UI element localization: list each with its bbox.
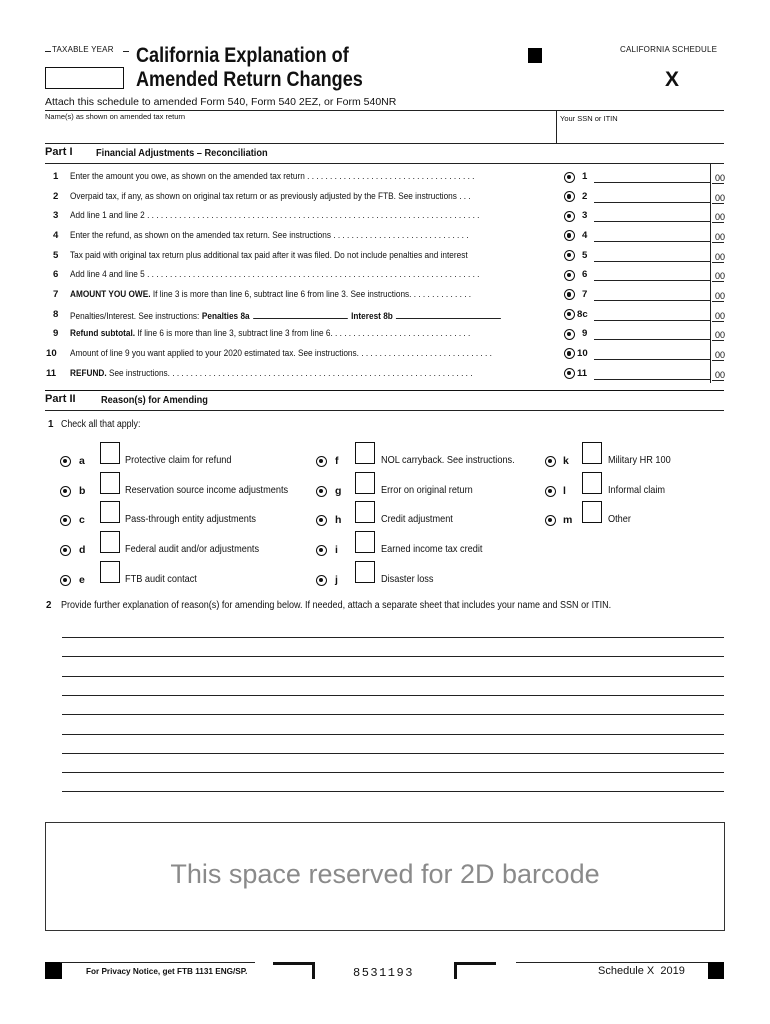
reason-label: Federal audit and/or adjustments xyxy=(125,544,260,555)
bullet-icon xyxy=(60,575,71,586)
amount-field-4[interactable] xyxy=(594,229,710,242)
line-number: 10 xyxy=(46,347,57,359)
names-field[interactable] xyxy=(45,123,553,141)
reason-checkbox-h[interactable] xyxy=(355,501,375,523)
footer-mark-right xyxy=(708,962,724,979)
bullet-icon xyxy=(316,486,327,497)
reason-letter: m xyxy=(563,514,573,526)
reason-letter: a xyxy=(79,455,85,467)
amount-field-7[interactable] xyxy=(594,288,710,301)
bullet-icon xyxy=(316,545,327,556)
bullet-icon xyxy=(545,456,556,467)
ssn-field[interactable] xyxy=(560,125,722,141)
line-number: 4 xyxy=(53,229,59,241)
line-text-body: Enter the refund, as shown on the amended tax return. See instructions . . . . . . . . . . . . . . . . . . . . . . . . . . . . . . xyxy=(70,229,469,241)
line-number: 3 xyxy=(53,210,59,222)
cents-label: 00 xyxy=(714,271,725,282)
reason-label: Disaster loss xyxy=(381,574,434,585)
line-number: 7 xyxy=(53,288,59,300)
schedule-letter: X xyxy=(665,68,680,91)
q1-text: Check all that apply: xyxy=(61,419,141,430)
reason-label: Informal claim xyxy=(608,485,666,496)
line-text xyxy=(70,328,556,339)
reason-checkbox-e[interactable] xyxy=(100,561,120,583)
line-text xyxy=(70,171,556,182)
cents-label: 00 xyxy=(714,212,725,223)
reason-checkbox-f[interactable] xyxy=(355,442,375,464)
bullet-icon xyxy=(564,270,575,281)
cents-label: 00 xyxy=(714,290,725,301)
reason-letter: k xyxy=(563,455,569,467)
bullet-icon xyxy=(564,211,575,222)
line-text-body: Overpaid tax, if any, as shown on original tax return or as previously adjusted by the FTB. See instructions . . . xyxy=(70,190,471,202)
line-box-number: 2 xyxy=(582,190,588,202)
q1-number: 1 xyxy=(48,419,54,430)
bullet-icon xyxy=(316,456,327,467)
bullet-icon xyxy=(564,172,575,183)
reason-letter: l xyxy=(563,485,566,497)
penalties-8a-field[interactable] xyxy=(253,309,348,319)
bullet-icon xyxy=(564,309,575,320)
q2-number: 2 xyxy=(46,600,52,611)
bullet-icon xyxy=(564,191,575,202)
reason-letter: d xyxy=(79,544,86,556)
footer-corner-right xyxy=(454,962,496,979)
line-text-bold: REFUND. xyxy=(70,367,107,379)
amount-field-5[interactable] xyxy=(594,249,710,262)
reason-checkbox-l[interactable] xyxy=(582,472,602,494)
reason-label: Credit adjustment xyxy=(381,514,453,525)
reason-label: Other xyxy=(608,514,631,525)
explanation-line[interactable] xyxy=(62,734,724,735)
cents-label: 00 xyxy=(714,173,725,183)
bullet-icon xyxy=(60,545,71,556)
amount-field-11[interactable] xyxy=(594,367,710,380)
penalties-8a-label: Penalties 8a xyxy=(201,310,250,322)
explanation-line[interactable] xyxy=(62,637,724,638)
reason-checkbox-c[interactable] xyxy=(100,501,120,523)
line-text-body: Tax paid with original tax return plus additional tax paid after it was filed. Do not include penalties and interest xyxy=(70,249,468,261)
reason-label: NOL carryback. See instructions. xyxy=(381,455,515,466)
line-text xyxy=(70,230,556,241)
explanation-line[interactable] xyxy=(62,714,724,715)
reason-label: Earned income tax credit xyxy=(381,544,483,555)
form-title-line2: Amended Return Changes xyxy=(136,68,363,91)
line-text-body: Amount of line 9 you want applied to your 2020 estimated tax. See instructions. . . . . . . . . . . . . . . . . . . . . . . . . . . . . . xyxy=(70,347,492,359)
line-box-number: 6 xyxy=(582,269,588,281)
line-text xyxy=(70,210,556,221)
line-box-number: 10 xyxy=(577,347,588,359)
line-number: 9 xyxy=(53,328,59,340)
line-box-number: 11 xyxy=(577,367,588,379)
reason-letter: e xyxy=(79,574,85,586)
line-text xyxy=(70,309,556,322)
line-text xyxy=(70,191,556,202)
bullet-icon xyxy=(564,348,575,359)
line-box-number: 3 xyxy=(582,210,588,222)
reason-letter: f xyxy=(335,455,339,467)
bullet-icon xyxy=(60,486,71,497)
reason-label: Pass-through entity adjustments xyxy=(125,514,256,525)
footer-corner-left xyxy=(273,962,315,979)
line-text-bold: AMOUNT YOU OWE. xyxy=(70,288,151,300)
reason-letter: c xyxy=(79,514,85,526)
registration-mark xyxy=(528,48,542,63)
schedule-footer: Schedule X 2019 xyxy=(598,965,685,977)
cents-label: 00 xyxy=(714,192,725,203)
cents-label: 00 xyxy=(714,369,725,380)
bullet-icon xyxy=(564,289,575,300)
bullet-icon xyxy=(545,486,556,497)
line-text xyxy=(70,348,556,359)
reason-label: Reservation source income adjustments xyxy=(125,485,289,496)
interest-8b-label: Interest 8b xyxy=(351,310,393,322)
explanation-line[interactable] xyxy=(62,753,724,754)
line-box-number: 7 xyxy=(582,288,588,300)
bullet-icon xyxy=(60,515,71,526)
reason-checkbox-m[interactable] xyxy=(582,501,602,523)
bullet-icon xyxy=(564,368,575,379)
interest-8b-field[interactable] xyxy=(396,309,501,319)
explanation-line[interactable] xyxy=(62,772,724,773)
line-box-number: 9 xyxy=(582,328,588,340)
bullet-icon xyxy=(316,575,327,586)
line-box-number: 5 xyxy=(582,249,588,261)
line-number: 6 xyxy=(53,269,59,281)
line-text xyxy=(70,289,556,300)
line-text-body: Add line 4 and line 5 . . . . . . . . . . . . . . . . . . . . . . . . . . . . . . . . . . . . . . . . . . . . . . . . . . . . . . . . . . . . . . . . . . . . . . . . . xyxy=(70,269,480,281)
reason-label: Military HR 100 xyxy=(608,455,671,466)
part2-label: Part II xyxy=(45,393,76,405)
amount-field-2[interactable] xyxy=(594,190,710,203)
amount-field-1[interactable] xyxy=(594,170,710,183)
bullet-icon xyxy=(545,515,556,526)
bullet-icon xyxy=(316,515,327,526)
reason-checkbox-b[interactable] xyxy=(100,472,120,494)
line-number: 5 xyxy=(53,249,59,261)
reason-checkbox-g[interactable] xyxy=(355,472,375,494)
q2-text: Provide further explanation of reason(s) for amending below. If needed, attach a separate sheet that includes your name and SSN or ITIN. xyxy=(61,600,612,611)
california-schedule-label: CALIFORNIA SCHEDULE xyxy=(620,45,718,54)
bullet-icon xyxy=(564,250,575,261)
names-label: Name(s) as shown on amended tax return xyxy=(45,112,186,121)
line-text-lead: Penalties/Interest. See instructions: xyxy=(70,310,200,322)
line-box-number: 8c xyxy=(577,308,588,320)
line-box-number: 1 xyxy=(582,171,588,182)
cents-label: 00 xyxy=(714,231,725,242)
line-number: 2 xyxy=(53,190,59,202)
reason-label: Error on original return xyxy=(381,485,473,496)
line-number: 8 xyxy=(53,308,59,320)
explanation-line[interactable] xyxy=(62,676,724,677)
cents-label: 00 xyxy=(714,330,725,341)
reason-checkbox-j[interactable] xyxy=(355,561,375,583)
amount-field-6[interactable] xyxy=(594,268,710,281)
form-title-line1: California Explanation of xyxy=(136,44,349,67)
taxable-year-label: TAXABLE YEAR xyxy=(52,45,114,54)
reason-checkbox-i[interactable] xyxy=(355,531,375,553)
reason-letter: j xyxy=(335,574,338,586)
line-text-body: Add line 1 and line 2 . . . . . . . . . . . . . . . . . . . . . . . . . . . . . . . . . . . . . . . . . . . . . . . . . . . . . . . . . . . . . . . . . . . . . . . . . xyxy=(70,210,480,222)
reason-checkbox-d[interactable] xyxy=(100,531,120,553)
cents-label: 00 xyxy=(714,349,725,360)
barcode-reserved-text: This space reserved for 2D barcode xyxy=(170,859,600,889)
explanation-line[interactable] xyxy=(62,656,724,657)
line-text-body: Enter the amount you owe, as shown on the amended tax return . . . . . . . . . . . . . . . . . . . . . . . . . . . . . . . . . . . . . xyxy=(70,171,475,182)
part1-label: Part I xyxy=(45,146,73,158)
line-number: 1 xyxy=(53,171,59,182)
reason-label: FTB audit contact xyxy=(125,574,197,585)
line-text xyxy=(70,269,556,280)
line-text-body: If line 6 is more than line 3, subtract line 3 from line 6. . . . . . . . . . . . . . . . . . . . . . . . . . . . . . . xyxy=(135,328,471,340)
reason-letter: i xyxy=(335,544,338,556)
line-text xyxy=(70,368,556,379)
line-text-body: If line 3 is more than line 6, subtract line 6 from line 3. See instructions. . . . . . . . . . . . . . xyxy=(150,288,472,300)
reason-letter: b xyxy=(79,485,86,497)
line-box-number: 4 xyxy=(582,229,588,241)
bullet-icon xyxy=(60,456,71,467)
reason-label: Protective claim for refund xyxy=(125,455,232,466)
attach-instruction: Attach this schedule to amended Form 540, Form 540 2EZ, or Form 540NR xyxy=(45,96,397,108)
explanation-line[interactable] xyxy=(62,791,724,792)
bullet-icon xyxy=(564,329,575,340)
footer-mark-left xyxy=(45,962,62,979)
line-number: 11 xyxy=(46,367,57,379)
explanation-line[interactable] xyxy=(62,695,724,696)
ssn-label: Your SSN or ITIN xyxy=(560,114,618,123)
cents-label: 00 xyxy=(714,310,725,321)
reason-letter: h xyxy=(335,514,342,526)
privacy-notice: For Privacy Notice, get FTB 1131 ENG/SP. xyxy=(86,967,248,976)
reason-checkbox-k[interactable] xyxy=(582,442,602,464)
amount-field-8c[interactable] xyxy=(594,308,710,321)
line-text-bold: Refund subtotal. xyxy=(70,328,136,340)
taxable-year-field[interactable] xyxy=(45,67,124,89)
amount-field-9[interactable] xyxy=(594,327,710,340)
part2-title: Reason(s) for Amending xyxy=(101,394,208,406)
bullet-icon xyxy=(564,230,575,241)
amount-field-10[interactable] xyxy=(594,347,710,360)
reason-letter: g xyxy=(335,485,342,497)
line-text-body: See instructions. . . . . . . . . . . . . . . . . . . . . . . . . . . . . . . . . . . . . . . . . . . . . . . . . . . . . . . . . . . . . . . . . . . xyxy=(106,367,473,379)
cents-label: 00 xyxy=(714,251,725,262)
amount-field-3[interactable] xyxy=(594,209,710,222)
part1-title: Financial Adjustments – Reconciliation xyxy=(96,147,268,159)
line-text xyxy=(70,250,556,261)
reason-checkbox-a[interactable] xyxy=(100,442,120,464)
form-code: 8531193 xyxy=(353,966,414,980)
